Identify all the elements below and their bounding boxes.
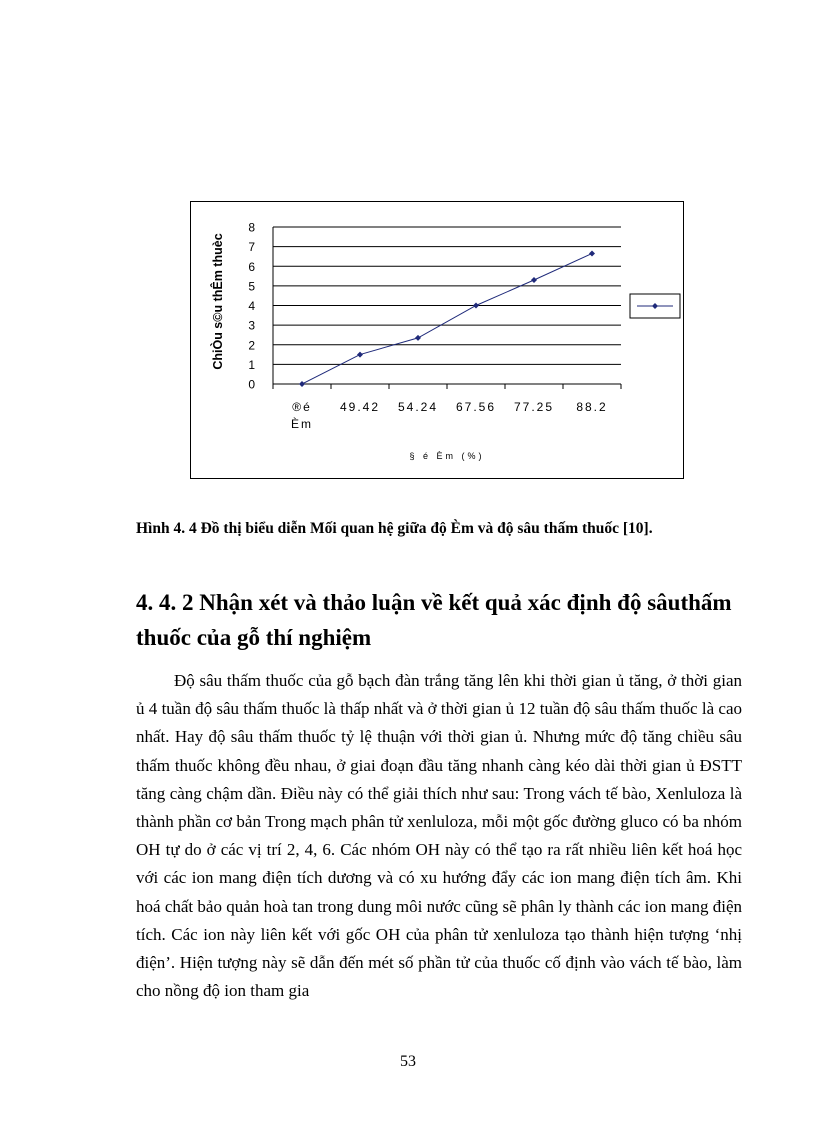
- figure-caption: Hình 4. 4 Đồ thị biểu diễn Mối quan hệ giữa độ Èm và độ sâu thấm thuốc [10].: [136, 520, 653, 537]
- y-tick-label: 5: [248, 279, 255, 294]
- x-tick-label: 67.56: [455, 400, 497, 414]
- x-axis-title: § é Èm (%): [409, 451, 485, 461]
- data-point: [299, 381, 305, 387]
- y-tick-label: 1: [248, 357, 255, 372]
- data-point: [357, 352, 363, 358]
- x-tick-label: 77.25: [513, 400, 555, 414]
- y-tick-label: 3: [248, 318, 255, 333]
- data-point: [531, 277, 537, 283]
- x-tick-label: 54.24: [397, 400, 439, 414]
- y-tick-label: 7: [248, 240, 255, 255]
- x-tick-label: ®é Èm: [291, 400, 313, 431]
- data-point: [415, 335, 421, 341]
- y-tick-label: 0: [248, 377, 255, 392]
- body-paragraph: [136, 667, 742, 1005]
- section-heading: 4. 4. 2 Nhận xét và thảo luận về kết quả xác định độ sâuthấm thuốc của gỗ thí nghiệm: [136, 590, 732, 650]
- y-tick-label: 4: [248, 299, 255, 313]
- y-axis-title: ChiÒu s©u thÊm thuèc: [211, 233, 225, 370]
- data-point: [589, 250, 595, 256]
- paragraph-text: Độ sâu thấm thuốc của gỗ bạch đàn trắng tăng lên khi thời gian ủ tăng, ở thời gian ủ 4 tuần độ sâu thấm thuốc là thấp nhất và ở thời gian ủ 12 tuần độ sâu thấm thuốc là cao nhất. Hay độ sâu thấm thuốc tỷ lệ thuận với thời gian ủ. Nhưng mức độ tăng chiều sâu thấm thuốc không đều nhau, ở giai đoạn đầu tăng nhanh càng kéo dài thời gian ủ ĐSTT tăng càng chậm dần. Điều này có thể giải thích như sau: Trong vách tế bào, Xenluloza là thành phần cơ bản Trong mạch phân tử xenluloza, mỗi một gốc đường gluco có ba nhóm OH tự do ở các vị trí 2, 4, 6. Các nhóm OH này có thể tạo ra rất nhiều liên kết hoá học với các ion mang điện tích dương và có xu hướng đẩy các ion mang điện tích âm. Khi hoá chất bảo quản hoà tan trong dung môi nước cũng sẽ phân ly thành các ion mang điện tích. Các ion này liên kết với gốc OH của phân tử xenluloza tạo thành hiện tượng ‘nhị điện’. Hiện tượng này sẽ dẫn đến mét số phần tử của thuốc cố định vào vách tế bào, làm cho nồng độ ion tham gia: [136, 671, 742, 1001]
- y-tick-label: 6: [248, 259, 255, 274]
- y-tick-label: 8: [248, 220, 255, 235]
- y-tick-label: 2: [248, 338, 255, 353]
- chart-frame: [190, 201, 684, 479]
- line-chart: [191, 202, 685, 480]
- page-number: 53: [400, 1053, 416, 1070]
- data-point: [473, 303, 479, 309]
- x-tick-label: 88.2: [576, 400, 608, 414]
- x-tick-label: 49.42: [339, 400, 381, 414]
